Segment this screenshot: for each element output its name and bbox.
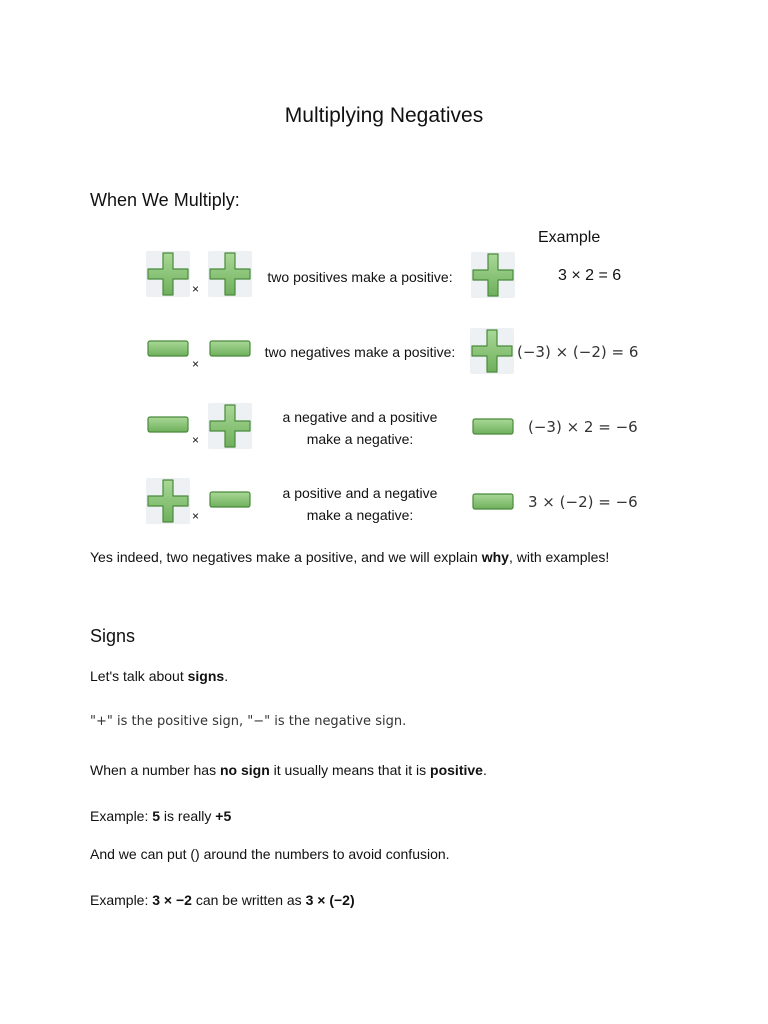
- rule-text: [255, 482, 465, 526]
- rule-text-line1: a negative and a positive: [282, 409, 438, 425]
- rule-text: two negatives make a positive:: [264, 344, 456, 360]
- text: Example:: [90, 808, 153, 824]
- bold-text: positive: [430, 762, 483, 778]
- bold-text: +5: [215, 808, 232, 824]
- example-equation: 3 × (−2) = −6: [528, 493, 638, 511]
- text: .: [224, 668, 229, 684]
- rule-text-line2: make a negative:: [306, 431, 414, 447]
- plus-icon: [208, 403, 252, 449]
- paragraph-no-sign: [90, 762, 487, 778]
- example-equation: (−3) × 2 = −6: [528, 418, 638, 436]
- summary-bold: why: [481, 549, 509, 565]
- text: When a number has: [90, 762, 220, 778]
- rule-text: [255, 406, 465, 450]
- text: .: [482, 762, 487, 778]
- minus-icon: [146, 415, 190, 435]
- times-sign: ×: [192, 357, 200, 371]
- times-sign: ×: [192, 433, 200, 447]
- rule-text-line1: a positive and a negative: [282, 485, 438, 501]
- rule-text: two positives make a positive:: [267, 269, 453, 285]
- minus-icon: [471, 492, 515, 512]
- times-sign: ×: [192, 282, 200, 296]
- paragraph-example-5: [90, 808, 231, 824]
- plus-icon: [146, 478, 190, 524]
- minus-icon: [208, 490, 252, 510]
- summary-paragraph: [90, 549, 609, 565]
- rule-text-line2: make a negative:: [306, 507, 414, 523]
- text: Example:: [90, 892, 153, 908]
- paragraph-parentheses: And we can put () around the numbers to avoid confusion.: [90, 846, 450, 862]
- example-equation: (−3) × (−2) = 6: [517, 343, 639, 361]
- text: is really: [160, 808, 216, 824]
- minus-icon: [146, 339, 190, 359]
- paragraph-sign-definitions: "+" is the positive sign, "−" is the negative sign.: [90, 714, 407, 729]
- summary-text: Yes indeed, two negatives make a positive, and we will explain: [90, 549, 482, 565]
- example-equation: 3 × 2 = 6: [558, 267, 622, 284]
- text: Let's talk about: [90, 668, 188, 684]
- minus-icon: [208, 339, 252, 359]
- paragraph-signs: [90, 668, 228, 684]
- paragraph-example-parentheses: [90, 892, 355, 908]
- bold-text: no sign: [219, 762, 270, 778]
- bold-text: 5: [152, 808, 161, 824]
- section-heading-signs: Signs: [90, 626, 136, 646]
- plus-icon: [471, 252, 515, 298]
- plus-icon: [208, 251, 252, 297]
- section-heading-multiply: When We Multiply:: [90, 190, 240, 210]
- summary-text-end: , with examples!: [508, 549, 610, 565]
- bold-text: 3 × (−2): [305, 892, 355, 908]
- bold-text: 3 × −2: [152, 892, 192, 908]
- plus-icon: [470, 328, 514, 374]
- text: it usually means that it is: [269, 762, 431, 778]
- plus-icon: [146, 251, 190, 297]
- example-column-label: Example: [538, 229, 601, 246]
- text: can be written as: [191, 892, 306, 908]
- page-title: Multiplying Negatives: [284, 104, 484, 127]
- times-sign: ×: [192, 509, 200, 523]
- bold-text: signs: [187, 668, 225, 684]
- minus-icon: [471, 417, 515, 437]
